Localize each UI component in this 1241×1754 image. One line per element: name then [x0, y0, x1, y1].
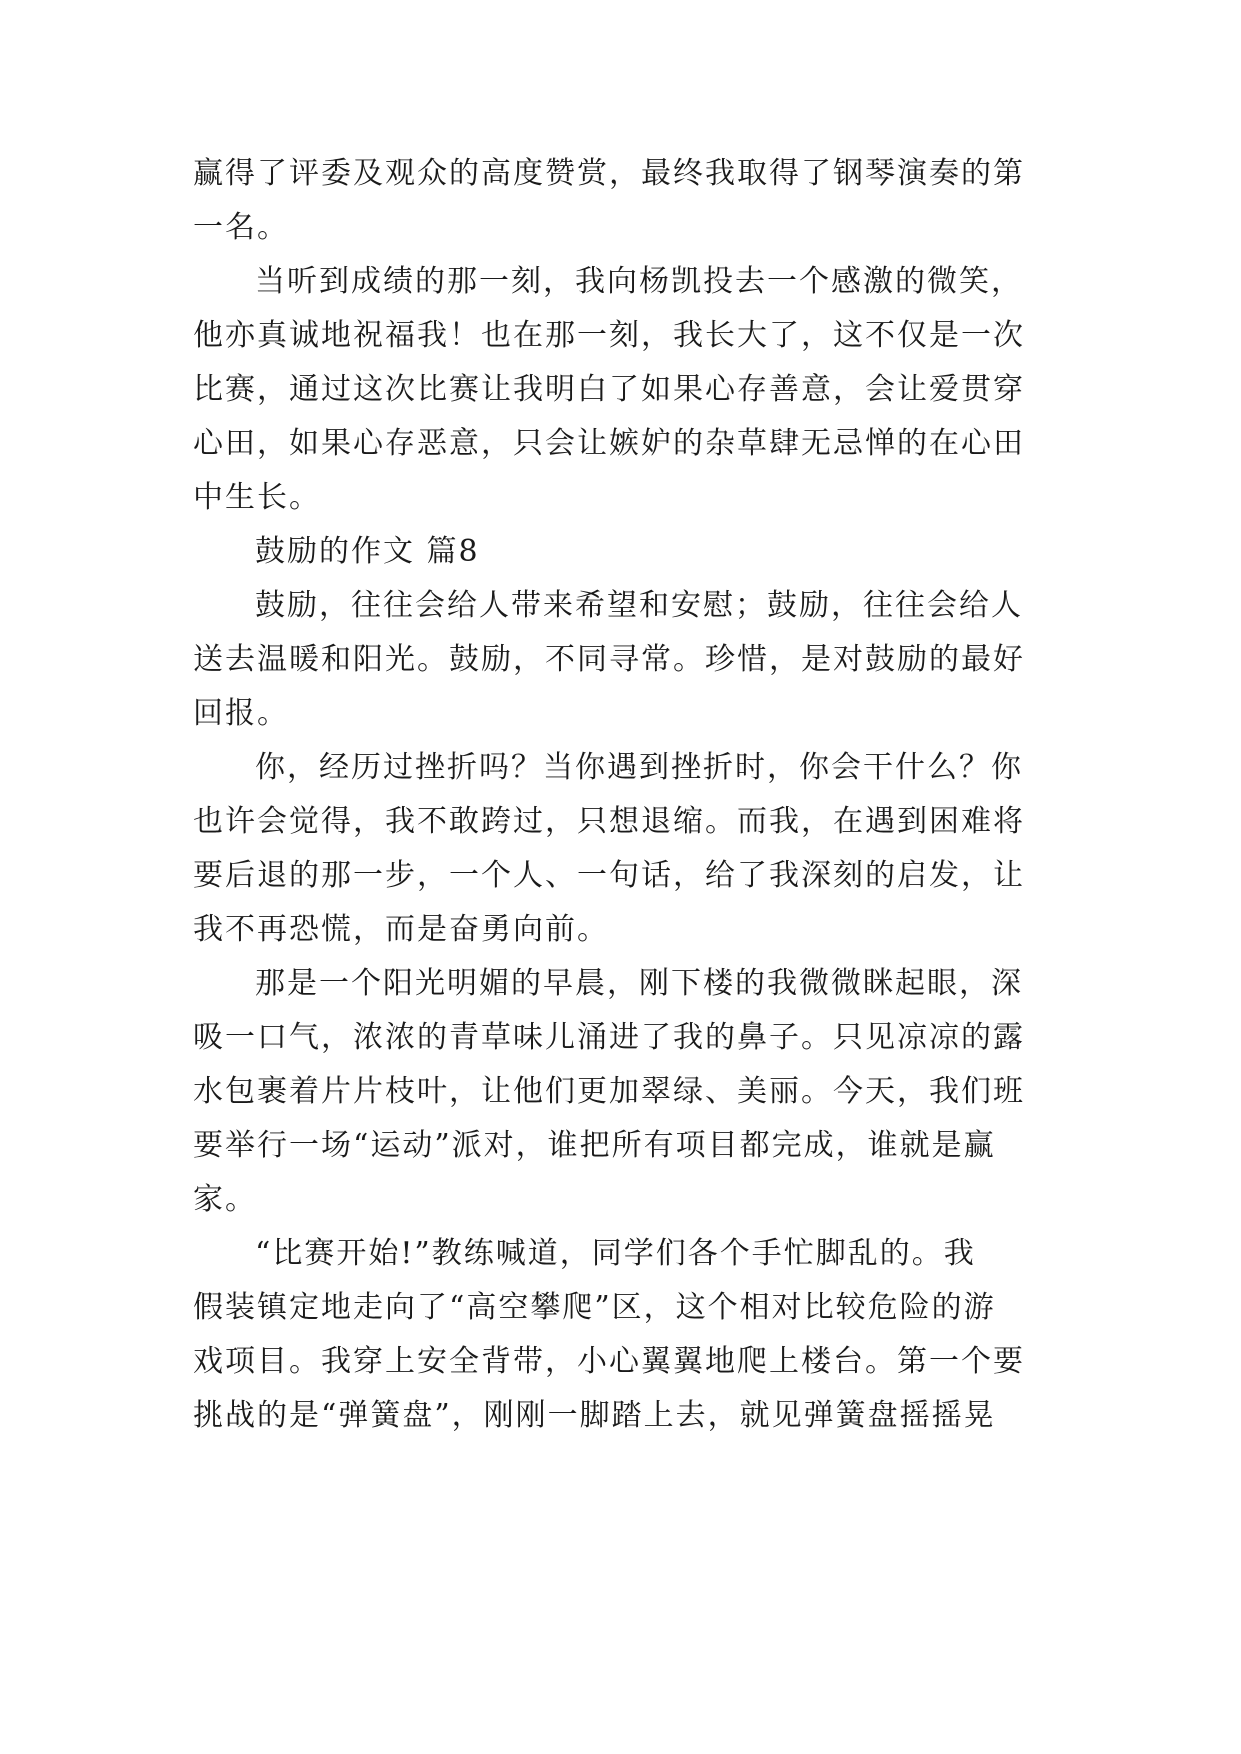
- text-line: 也许会觉得，我不敢跨过，只想退缩。而我，在遇到困难将: [193, 804, 1025, 839]
- text-line: 家。: [193, 1182, 257, 1217]
- text-line: 你，经历过挫折吗？当你遇到挫折时，你会干什么？你: [255, 750, 1023, 785]
- text-line: 当听到成绩的那一刻，我向杨凯投去一个感激的微笑，: [255, 264, 1023, 299]
- text-line: 假装镇定地走向了“高空攀爬”区，这个相对比较危险的游: [193, 1290, 996, 1325]
- text-line: 回报。: [193, 696, 289, 731]
- text-line: 赢得了评委及观众的高度赞赏，最终我取得了钢琴演奏的第: [193, 156, 1025, 191]
- text-line: 他亦真诚地祝福我！也在那一刻，我长大了，这不仅是一次: [193, 318, 1025, 353]
- text-line: 鼓励，往往会给人带来希望和安慰；鼓励，往往会给人: [255, 588, 1023, 623]
- text-line: 吸一口气，浓浓的青草味儿涌进了我的鼻子。只见凉凉的露: [193, 1020, 1025, 1055]
- text-line: “比赛开始!”教练喊道，同学们各个手忙脚乱的。我: [255, 1236, 976, 1271]
- text-line: 一名。: [193, 210, 289, 245]
- text-line: 水包裹着片片枝叶，让他们更加翠绿、美丽。今天，我们班: [193, 1074, 1025, 1109]
- text-line: 戏项目。我穿上安全背带，小心翼翼地爬上楼台。第一个要: [193, 1344, 1025, 1379]
- text-line: 中生长。: [193, 480, 321, 515]
- text-line: 要举行一场“运动”派对，谁把所有项目都完成，谁就是赢: [193, 1128, 996, 1163]
- text-line: 心田，如果心存恶意，只会让嫉妒的杂草肆无忌惮的在心田: [193, 426, 1025, 461]
- text-line: 要后退的那一步，一个人、一句话，给了我深刻的启发，让: [193, 858, 1025, 893]
- text-line: 挑战的是“弹簧盘”，刚刚一脚踏上去，就见弹簧盘摇摇晃: [193, 1398, 996, 1433]
- text-line: 我不再恐慌，而是奋勇向前。: [193, 912, 609, 947]
- text-line: 那是一个阳光明媚的早晨，刚下楼的我微微眯起眼，深: [255, 966, 1023, 1001]
- text-line: 比赛，通过这次比赛让我明白了如果心存善意，会让爱贯穿: [193, 372, 1025, 407]
- text-line: 送去温暖和阳光。鼓励，不同寻常。珍惜，是对鼓励的最好: [193, 642, 1025, 677]
- section-heading: 鼓励的作文 篇8: [255, 534, 480, 569]
